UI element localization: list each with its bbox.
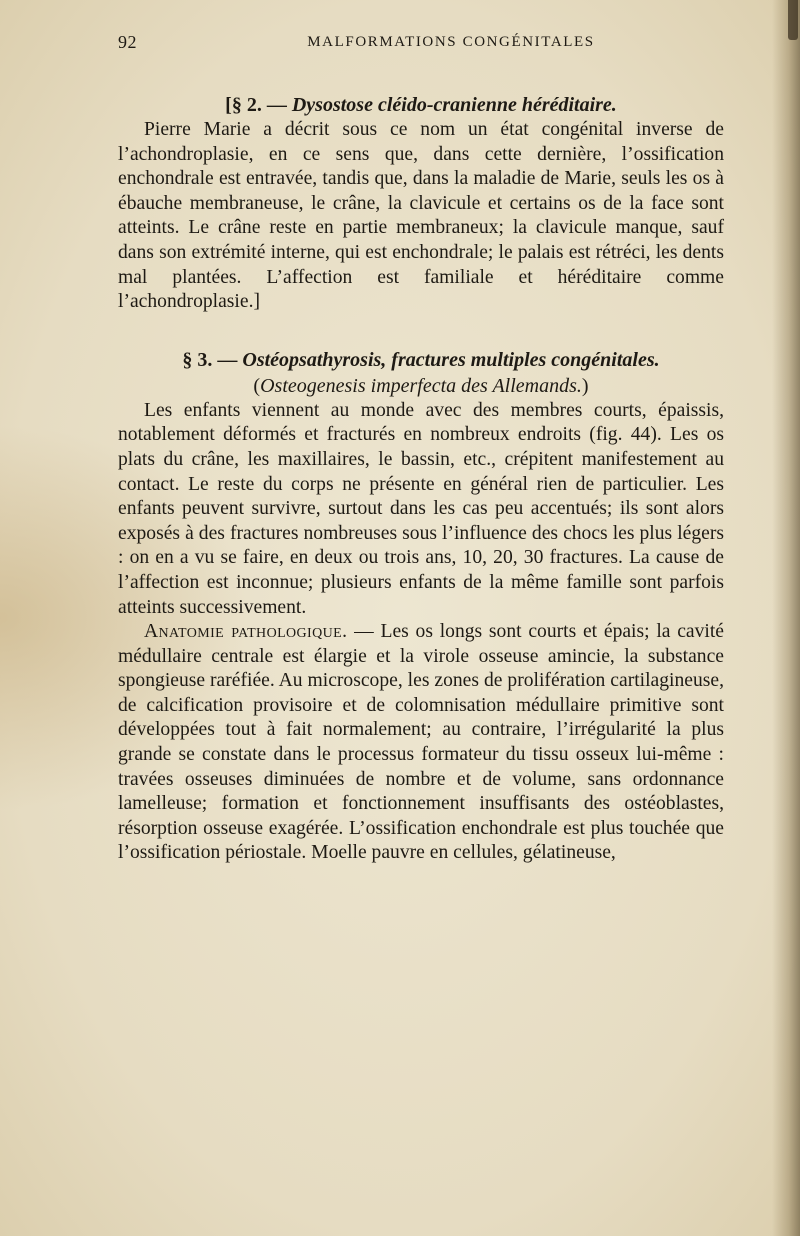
section-2-title: Dysostose cléido-cranienne héréditaire. xyxy=(291,94,617,116)
section-3-number: § 3. — xyxy=(182,348,238,371)
section-3-subtitle xyxy=(118,373,724,399)
section-2-heading xyxy=(118,92,724,118)
paragraph-anatomie-pathologique xyxy=(118,620,724,866)
section-3-heading xyxy=(118,347,724,373)
anatomie-pathologique-text: — Les os longs sont courts et épais; la cavité médullaire centrale est élargie et la virole osseuse amincie, la substance spongieuse raréfiée. Au microscope, les zones de prolifération cartilagineuse, de calcification provisoire et de colomnisation médullaire primitive sont développées tout à fait normalement; au contraire, l’irrégularité la plus grande se constate dans le processus formateur du tissu osseux lui-même : travées osseuses diminuées de nombre et de volume, sans ordonnance lamelleuse; formation et fonctionnement insuffisants des ostéoblastes, résorption osseuse exagérée. L’ossification enchondrale est plus touchée que l’ossification périostale. Moelle pauvre en cellules, gélatineuse, xyxy=(118,621,724,864)
page-number: 92 xyxy=(118,32,137,52)
section-3-subtitle-text: Osteogenesis imperfecta des Allemands. xyxy=(260,374,582,397)
paragraph-dysostose: Pierre Marie a décrit sous ce nom un état congénital inverse de l’achondroplasie, en ce sens que, dans cette dernière, l’ossification enchondrale est entravée, tandis que, dans la maladie de Marie, seuls les os à ébauche membraneuse, le crâne, la clavicule et certains os de la face sont atteints. Le crâne reste en partie membraneux; la clavicule manque, sauf dans son extrémité interne, qui est enchondrale; le palais est rétréci, les dents mal plantées. L’affection est familiale et héréditaire comme l’achondroplasie.] xyxy=(118,119,724,313)
page-edge-shadow xyxy=(772,0,800,1236)
section-2-number: [§ 2. — xyxy=(225,94,287,116)
subtitle-close-paren: ) xyxy=(581,374,589,397)
subtitle-open-paren: ( xyxy=(253,374,261,397)
anatomie-pathologique-lead: Anatomie pathologique. xyxy=(144,621,348,643)
paragraph-osteopsathyrosis: Les enfants viennent au monde avec des membres courts, épaissis, notablement déformés et fracturés en nombreux endroits (fig. 44). Les os plats du crâne, les maxillaires, le bassin, etc., crépitent manifestement au contact. Le reste du corps ne présente en général rien de particulier. Les enfants peuvent survivre, surtout dans les cas peu accentués; ils sont alors exposés à des fractures nombreuses sous l’influence des chocs les plus légers : on en a vu se faire, en deux ou trois ans, 10, 20, 30 fractures. La cause de l’affection est inconnue; plusieurs enfants de la même famille sont parfois atteints successivement. xyxy=(118,399,724,618)
body-text xyxy=(118,92,724,866)
running-head: MALFORMATIONS CONGÉNITALES xyxy=(307,34,595,50)
section-3-title: Ostéopsathyrosis, fractures multiples congénitales. xyxy=(242,348,660,371)
page-edge-mark xyxy=(788,0,798,40)
page-header xyxy=(118,32,724,60)
